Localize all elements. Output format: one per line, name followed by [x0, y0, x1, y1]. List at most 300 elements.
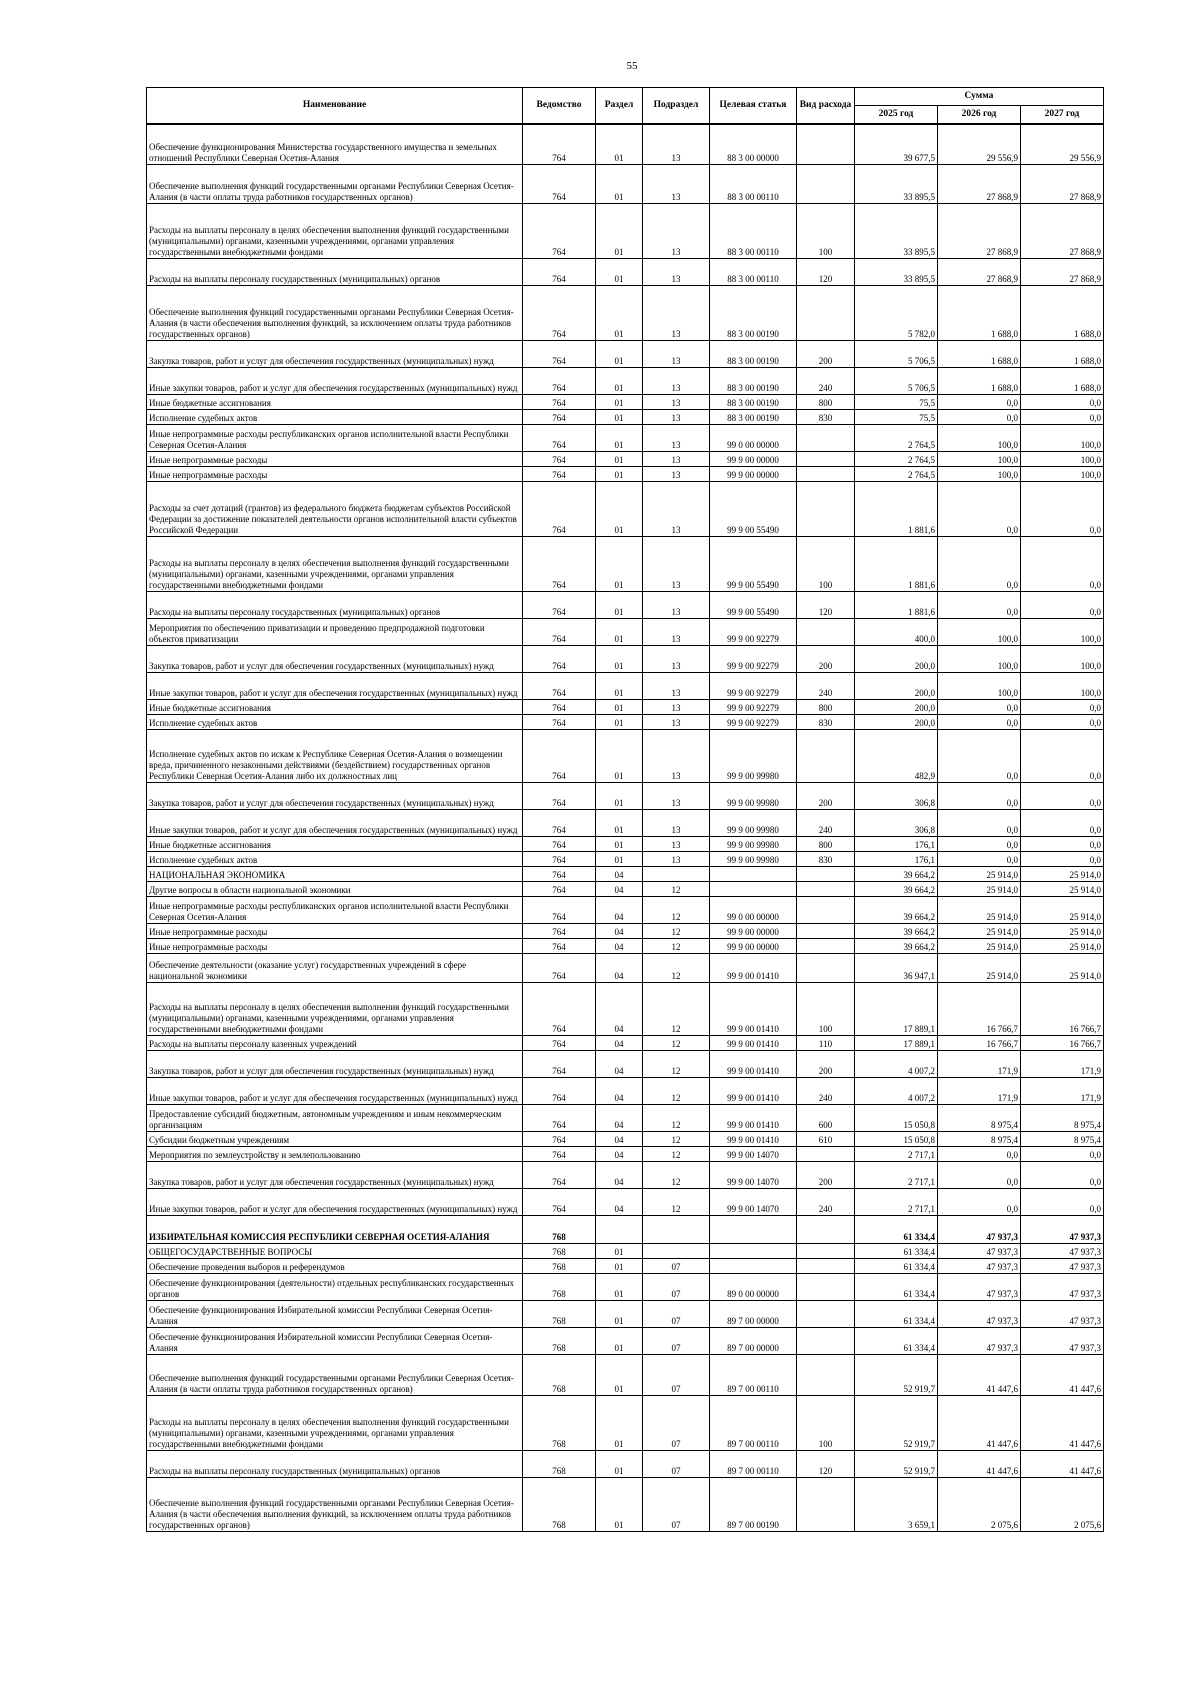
row-section: 01	[596, 645, 643, 672]
table-row	[147, 1161, 1104, 1188]
table-row	[147, 1077, 1104, 1104]
row-target-article: 99 9 00 00000	[710, 451, 797, 466]
row-expense-type: 100	[797, 982, 855, 1035]
row-amount-2025: 2 764,5	[855, 466, 938, 481]
row-ministry: 768	[523, 1300, 596, 1327]
row-subsection: 13	[643, 782, 710, 809]
row-amount-2027: 25 914,0	[1021, 953, 1104, 982]
row-amount-2025: 306,8	[855, 782, 938, 809]
row-subsection: 13	[643, 536, 710, 591]
row-name: Иные бюджетные ассигнования	[147, 699, 523, 714]
header-section: Раздел	[596, 88, 643, 125]
row-target-article: 99 9 00 00000	[710, 923, 797, 938]
row-amount-2025: 5 706,5	[855, 367, 938, 394]
row-amount-2026: 16 766,7	[938, 982, 1021, 1035]
row-amount-2027: 1 688,0	[1021, 285, 1104, 340]
row-name: Обеспечение проведения выборов и референдумов	[147, 1258, 523, 1273]
row-name: Субсидии бюджетным учреждениям	[147, 1131, 523, 1146]
row-expense-type: 120	[797, 1450, 855, 1477]
row-section: 01	[596, 1258, 643, 1273]
row-amount-2026: 0,0	[938, 481, 1021, 536]
row-amount-2026: 0,0	[938, 729, 1021, 782]
row-ministry: 768	[523, 1273, 596, 1300]
row-amount-2026: 41 447,6	[938, 1354, 1021, 1395]
row-amount-2026: 47 937,3	[938, 1327, 1021, 1354]
table-row	[147, 1146, 1104, 1161]
row-amount-2026: 47 937,3	[938, 1243, 1021, 1258]
row-amount-2025: 200,0	[855, 672, 938, 699]
row-subsection: 13	[643, 836, 710, 851]
row-ministry: 764	[523, 340, 596, 367]
row-target-article: 89 7 00 00000	[710, 1327, 797, 1354]
row-name: Расходы на выплаты персоналу государственных (муниципальных) органов	[147, 258, 523, 285]
row-ministry: 764	[523, 1035, 596, 1050]
row-amount-2027: 16 766,7	[1021, 1035, 1104, 1050]
row-amount-2025: 39 664,2	[855, 896, 938, 923]
row-name: Иные закупки товаров, работ и услуг для обеспечения государственных (муниципальных) нужд	[147, 1188, 523, 1215]
table-row	[147, 285, 1104, 340]
row-expense-type: 200	[797, 340, 855, 367]
row-section: 04	[596, 1035, 643, 1050]
header-year-2027: 2027 год	[1021, 106, 1104, 125]
row-subsection: 13	[643, 645, 710, 672]
table-row	[147, 1300, 1104, 1327]
row-section: 04	[596, 866, 643, 881]
table-row	[147, 1354, 1104, 1395]
row-subsection: 12	[643, 1050, 710, 1077]
table-row	[147, 466, 1104, 481]
row-section: 01	[596, 285, 643, 340]
row-section: 01	[596, 409, 643, 424]
row-amount-2025: 61 334,4	[855, 1300, 938, 1327]
row-name: Иные закупки товаров, работ и услуг для обеспечения государственных (муниципальных) нужд	[147, 672, 523, 699]
row-subsection: 12	[643, 896, 710, 923]
row-amount-2026: 1 688,0	[938, 367, 1021, 394]
table-row	[147, 851, 1104, 866]
row-ministry: 764	[523, 1188, 596, 1215]
row-amount-2026: 0,0	[938, 1161, 1021, 1188]
row-expense-type: 610	[797, 1131, 855, 1146]
row-amount-2027: 25 914,0	[1021, 923, 1104, 938]
row-target-article: 99 9 00 01410	[710, 982, 797, 1035]
row-target-article: 88 3 00 00110	[710, 164, 797, 203]
table-row	[147, 782, 1104, 809]
row-section: 01	[596, 729, 643, 782]
row-expense-type	[797, 285, 855, 340]
row-amount-2027: 0,0	[1021, 851, 1104, 866]
row-amount-2027: 100,0	[1021, 645, 1104, 672]
table-row	[147, 1395, 1104, 1450]
row-amount-2026: 100,0	[938, 424, 1021, 451]
row-target-article: 89 7 00 00000	[710, 1300, 797, 1327]
row-target-article: 99 9 00 92279	[710, 672, 797, 699]
row-ministry: 764	[523, 782, 596, 809]
row-target-article: 88 3 00 00190	[710, 285, 797, 340]
row-ministry: 764	[523, 258, 596, 285]
row-subsection: 12	[643, 1161, 710, 1188]
row-ministry: 764	[523, 367, 596, 394]
row-name: Мероприятия по обеспечению приватизации и проведению предпродажной подготовки объектов приватизации	[147, 618, 523, 645]
row-ministry: 764	[523, 1050, 596, 1077]
row-amount-2026: 100,0	[938, 645, 1021, 672]
row-amount-2027: 0,0	[1021, 1146, 1104, 1161]
row-ministry: 764	[523, 938, 596, 953]
row-expense-type: 100	[797, 1395, 855, 1450]
row-target-article: 99 9 00 92279	[710, 618, 797, 645]
row-target-article: 99 9 00 92279	[710, 714, 797, 729]
row-amount-2025: 200,0	[855, 645, 938, 672]
row-section: 01	[596, 782, 643, 809]
row-amount-2027: 16 766,7	[1021, 982, 1104, 1035]
row-amount-2026: 25 914,0	[938, 938, 1021, 953]
row-expense-type: 200	[797, 1050, 855, 1077]
row-ministry: 764	[523, 923, 596, 938]
row-expense-type: 830	[797, 409, 855, 424]
header-target-article: Целевая статья	[710, 88, 797, 125]
row-amount-2026: 27 868,9	[938, 203, 1021, 258]
row-expense-type: 240	[797, 1188, 855, 1215]
row-amount-2025: 33 895,5	[855, 203, 938, 258]
row-target-article: 88 3 00 00190	[710, 340, 797, 367]
row-amount-2025: 17 889,1	[855, 1035, 938, 1050]
row-amount-2026: 171,9	[938, 1077, 1021, 1104]
table-row	[147, 1215, 1104, 1243]
row-amount-2027: 27 868,9	[1021, 203, 1104, 258]
row-section: 04	[596, 938, 643, 953]
row-target-article: 99 9 00 55490	[710, 481, 797, 536]
row-ministry: 764	[523, 618, 596, 645]
row-expense-type: 200	[797, 782, 855, 809]
table-row	[147, 1477, 1104, 1531]
row-amount-2025: 176,1	[855, 851, 938, 866]
row-section: 01	[596, 618, 643, 645]
row-subsection: 13	[643, 466, 710, 481]
row-target-article: 99 0 00 00000	[710, 896, 797, 923]
row-ministry: 764	[523, 714, 596, 729]
row-amount-2027: 100,0	[1021, 618, 1104, 645]
row-amount-2025: 33 895,5	[855, 164, 938, 203]
row-amount-2025: 306,8	[855, 809, 938, 836]
row-amount-2025: 52 919,7	[855, 1450, 938, 1477]
row-amount-2025: 200,0	[855, 699, 938, 714]
row-name: Закупка товаров, работ и услуг для обеспечения государственных (муниципальных) нужд	[147, 340, 523, 367]
row-name: Закупка товаров, работ и услуг для обеспечения государственных (муниципальных) нужд	[147, 1050, 523, 1077]
row-amount-2027: 0,0	[1021, 394, 1104, 409]
row-ministry: 764	[523, 536, 596, 591]
row-amount-2025: 2 764,5	[855, 451, 938, 466]
row-amount-2026: 0,0	[938, 1146, 1021, 1161]
row-expense-type	[797, 729, 855, 782]
row-name: Расходы на выплаты персоналу в целях обеспечения выполнения функций государственными (муниципальными) органами, казенными учреждениями, органами управления государственными внебюджетными фондами	[147, 203, 523, 258]
row-name: Обеспечение выполнения функций государственными органами Республики Северная Осетия-Алания (в части обеспечения выполнения функций, за исключением оплаты труда работников государственных органов)	[147, 1477, 523, 1531]
table-row	[147, 367, 1104, 394]
row-name: Закупка товаров, работ и услуг для обеспечения государственных (муниципальных) нужд	[147, 645, 523, 672]
row-subsection: 07	[643, 1450, 710, 1477]
row-section: 01	[596, 672, 643, 699]
row-subsection: 12	[643, 1188, 710, 1215]
row-expense-type	[797, 618, 855, 645]
row-name: Иные непрограммные расходы	[147, 923, 523, 938]
row-target-article: 99 9 00 14070	[710, 1146, 797, 1161]
row-section: 04	[596, 896, 643, 923]
row-amount-2025: 482,9	[855, 729, 938, 782]
row-subsection: 13	[643, 672, 710, 699]
row-amount-2027: 47 937,3	[1021, 1243, 1104, 1258]
row-ministry: 764	[523, 881, 596, 896]
row-ministry: 764	[523, 982, 596, 1035]
row-section: 01	[596, 124, 643, 164]
row-ministry: 768	[523, 1477, 596, 1531]
table-row	[147, 881, 1104, 896]
table-row	[147, 866, 1104, 881]
row-subsection: 12	[643, 982, 710, 1035]
row-amount-2027: 0,0	[1021, 729, 1104, 782]
row-amount-2027: 0,0	[1021, 714, 1104, 729]
row-amount-2027: 47 937,3	[1021, 1300, 1104, 1327]
row-subsection	[643, 1243, 710, 1258]
table-row	[147, 1188, 1104, 1215]
row-subsection: 13	[643, 285, 710, 340]
row-amount-2026: 29 556,9	[938, 124, 1021, 164]
row-amount-2025: 176,1	[855, 836, 938, 851]
row-expense-type: 830	[797, 714, 855, 729]
row-subsection: 13	[643, 367, 710, 394]
row-amount-2026: 47 937,3	[938, 1215, 1021, 1243]
row-amount-2027: 0,0	[1021, 836, 1104, 851]
row-amount-2027: 25 914,0	[1021, 938, 1104, 953]
row-subsection: 12	[643, 1104, 710, 1131]
row-ministry: 764	[523, 851, 596, 866]
table-row	[147, 1104, 1104, 1131]
row-amount-2025: 2 764,5	[855, 424, 938, 451]
row-amount-2026: 0,0	[938, 836, 1021, 851]
table-row	[147, 424, 1104, 451]
row-amount-2027: 41 447,6	[1021, 1354, 1104, 1395]
row-name: Обеспечение выполнения функций государственными органами Республики Северная Осетия-Алания (в части обеспечения выполнения функций, за исключением оплаты труда работников государственных органов)	[147, 285, 523, 340]
row-section: 04	[596, 923, 643, 938]
row-ministry: 764	[523, 451, 596, 466]
row-amount-2026: 0,0	[938, 699, 1021, 714]
row-ministry: 764	[523, 481, 596, 536]
row-target-article	[710, 866, 797, 881]
row-section: 04	[596, 881, 643, 896]
row-amount-2027: 100,0	[1021, 672, 1104, 699]
row-target-article: 99 9 00 01410	[710, 1035, 797, 1050]
row-amount-2025: 39 677,5	[855, 124, 938, 164]
row-section: 01	[596, 699, 643, 714]
row-amount-2025: 2 717,1	[855, 1161, 938, 1188]
row-subsection: 13	[643, 809, 710, 836]
row-ministry: 764	[523, 203, 596, 258]
row-amount-2026: 47 937,3	[938, 1258, 1021, 1273]
row-subsection: 13	[643, 203, 710, 258]
row-amount-2027: 8 975,4	[1021, 1131, 1104, 1146]
row-ministry: 764	[523, 1146, 596, 1161]
row-target-article: 99 9 00 01410	[710, 1131, 797, 1146]
row-name: ОБЩЕГОСУДАРСТВЕННЫЕ ВОПРОСЫ	[147, 1243, 523, 1258]
row-subsection: 12	[643, 1035, 710, 1050]
row-name: Мероприятия по землеустройству и землепользованию	[147, 1146, 523, 1161]
row-amount-2026: 100,0	[938, 451, 1021, 466]
row-subsection: 07	[643, 1273, 710, 1300]
table-row	[147, 1273, 1104, 1300]
row-amount-2026: 25 914,0	[938, 953, 1021, 982]
row-name: Предоставление субсидий бюджетным, автономным учреждениям и иным некоммерческим организациям	[147, 1104, 523, 1131]
row-section: 01	[596, 258, 643, 285]
row-amount-2025: 1 881,6	[855, 481, 938, 536]
table-row	[147, 982, 1104, 1035]
table-row	[147, 1243, 1104, 1258]
row-expense-type	[797, 1258, 855, 1273]
row-amount-2027: 8 975,4	[1021, 1104, 1104, 1131]
row-amount-2026: 47 937,3	[938, 1300, 1021, 1327]
table-row	[147, 203, 1104, 258]
row-name: Иные бюджетные ассигнования	[147, 836, 523, 851]
row-ministry: 764	[523, 1104, 596, 1131]
row-name: Иные закупки товаров, работ и услуг для обеспечения государственных (муниципальных) нужд	[147, 1077, 523, 1104]
row-subsection: 07	[643, 1395, 710, 1450]
row-amount-2027: 47 937,3	[1021, 1258, 1104, 1273]
row-section: 01	[596, 466, 643, 481]
row-amount-2025: 61 334,4	[855, 1327, 938, 1354]
row-amount-2027: 0,0	[1021, 782, 1104, 809]
row-subsection: 13	[643, 729, 710, 782]
table-row	[147, 258, 1104, 285]
row-section: 01	[596, 714, 643, 729]
row-subsection: 12	[643, 923, 710, 938]
row-amount-2025: 200,0	[855, 714, 938, 729]
row-target-article: 99 9 00 01410	[710, 1050, 797, 1077]
row-subsection: 13	[643, 340, 710, 367]
row-subsection: 13	[643, 714, 710, 729]
header-year-2025: 2025 год	[855, 106, 938, 125]
row-target-article	[710, 881, 797, 896]
table-row	[147, 809, 1104, 836]
row-expense-type	[797, 481, 855, 536]
table-row	[147, 451, 1104, 466]
row-name: Обеспечение функционирования Избирательной комиссии Республики Северная Осетия-Алания	[147, 1327, 523, 1354]
row-subsection	[643, 866, 710, 881]
row-name: Закупка товаров, работ и услуг для обеспечения государственных (муниципальных) нужд	[147, 1161, 523, 1188]
table-row	[147, 124, 1104, 164]
row-name: Расходы на выплаты персоналу казенных учреждений	[147, 1035, 523, 1050]
row-target-article: 99 9 00 92279	[710, 699, 797, 714]
row-name: Иные непрограммные расходы республиканских органов исполнительной власти Республики Северная Осетия-Алания	[147, 424, 523, 451]
row-amount-2027: 41 447,6	[1021, 1395, 1104, 1450]
row-section: 01	[596, 1477, 643, 1531]
row-section	[596, 1215, 643, 1243]
row-section: 04	[596, 982, 643, 1035]
row-ministry: 764	[523, 424, 596, 451]
row-amount-2026: 0,0	[938, 536, 1021, 591]
row-target-article: 99 9 00 14070	[710, 1188, 797, 1215]
row-expense-type	[797, 881, 855, 896]
row-section: 04	[596, 1104, 643, 1131]
table-row	[147, 836, 1104, 851]
row-section: 04	[596, 1161, 643, 1188]
row-subsection: 07	[643, 1477, 710, 1531]
row-amount-2025: 4 007,2	[855, 1050, 938, 1077]
row-expense-type	[797, 866, 855, 881]
row-expense-type	[797, 938, 855, 953]
row-section: 01	[596, 367, 643, 394]
row-subsection: 13	[643, 618, 710, 645]
row-section: 01	[596, 424, 643, 451]
row-section: 01	[596, 809, 643, 836]
row-name: Обеспечение функционирования (деятельности) отдельных республиканских государственных органов	[147, 1273, 523, 1300]
row-expense-type: 800	[797, 699, 855, 714]
row-amount-2025: 52 919,7	[855, 1354, 938, 1395]
row-section: 01	[596, 481, 643, 536]
row-amount-2025: 5 782,0	[855, 285, 938, 340]
row-name: Обеспечение функционирования Избирательной комиссии Республики Северная Осетия-Алания	[147, 1300, 523, 1327]
table-row	[147, 714, 1104, 729]
row-amount-2026: 0,0	[938, 809, 1021, 836]
row-amount-2027: 0,0	[1021, 1161, 1104, 1188]
table-row	[147, 1035, 1104, 1050]
row-section: 04	[596, 1188, 643, 1215]
row-amount-2025: 17 889,1	[855, 982, 938, 1035]
row-ministry: 764	[523, 1161, 596, 1188]
header-subsection: Подраздел	[643, 88, 710, 125]
row-name: Другие вопросы в области национальной экономики	[147, 881, 523, 896]
row-amount-2026: 1 688,0	[938, 340, 1021, 367]
row-ministry: 764	[523, 124, 596, 164]
row-amount-2026: 8 975,4	[938, 1104, 1021, 1131]
row-section: 01	[596, 536, 643, 591]
row-section: 04	[596, 1131, 643, 1146]
row-name: ИЗБИРАТЕЛЬНАЯ КОМИССИЯ РЕСПУБЛИКИ СЕВЕРНАЯ ОСЕТИЯ-АЛАНИЯ	[147, 1215, 523, 1243]
row-amount-2027: 0,0	[1021, 699, 1104, 714]
table-row	[147, 1327, 1104, 1354]
row-section: 01	[596, 164, 643, 203]
row-section: 04	[596, 1146, 643, 1161]
row-section: 01	[596, 1327, 643, 1354]
row-target-article: 99 9 00 99980	[710, 809, 797, 836]
row-amount-2025: 2 717,1	[855, 1146, 938, 1161]
row-section: 01	[596, 1354, 643, 1395]
row-name: Расходы на выплаты персоналу в целях обеспечения выполнения функций государственными (муниципальными) органами, казенными учреждениями, органами управления государственными внебюджетными фондами	[147, 1395, 523, 1450]
row-amount-2025: 75,5	[855, 394, 938, 409]
table-row	[147, 1131, 1104, 1146]
row-amount-2027: 25 914,0	[1021, 881, 1104, 896]
row-target-article: 88 3 00 00110	[710, 258, 797, 285]
row-amount-2027: 25 914,0	[1021, 866, 1104, 881]
table-row	[147, 536, 1104, 591]
row-amount-2027: 41 447,6	[1021, 1450, 1104, 1477]
row-target-article: 89 7 00 00190	[710, 1477, 797, 1531]
row-ministry: 764	[523, 164, 596, 203]
row-subsection: 13	[643, 851, 710, 866]
row-expense-type	[797, 124, 855, 164]
row-name: Обеспечение функционирования Министерства государственного имущества и земельных отношений Республики Северная Осетия-Алания	[147, 124, 523, 164]
row-amount-2027: 2 075,6	[1021, 1477, 1104, 1531]
row-section: 04	[596, 953, 643, 982]
row-ministry: 764	[523, 394, 596, 409]
row-target-article	[710, 1243, 797, 1258]
row-section: 01	[596, 203, 643, 258]
row-target-article: 89 7 00 00110	[710, 1395, 797, 1450]
table-row	[147, 729, 1104, 782]
row-amount-2026: 41 447,6	[938, 1450, 1021, 1477]
row-expense-type	[797, 164, 855, 203]
row-amount-2026: 25 914,0	[938, 923, 1021, 938]
row-amount-2026: 1 688,0	[938, 285, 1021, 340]
row-amount-2027: 1 688,0	[1021, 367, 1104, 394]
row-name: Расходы на выплаты персоналу в целях обеспечения выполнения функций государственными (муниципальными) органами, казенными учреждениями, органами управления государственными внебюджетными фондами	[147, 536, 523, 591]
row-expense-type: 240	[797, 672, 855, 699]
row-amount-2026: 25 914,0	[938, 881, 1021, 896]
